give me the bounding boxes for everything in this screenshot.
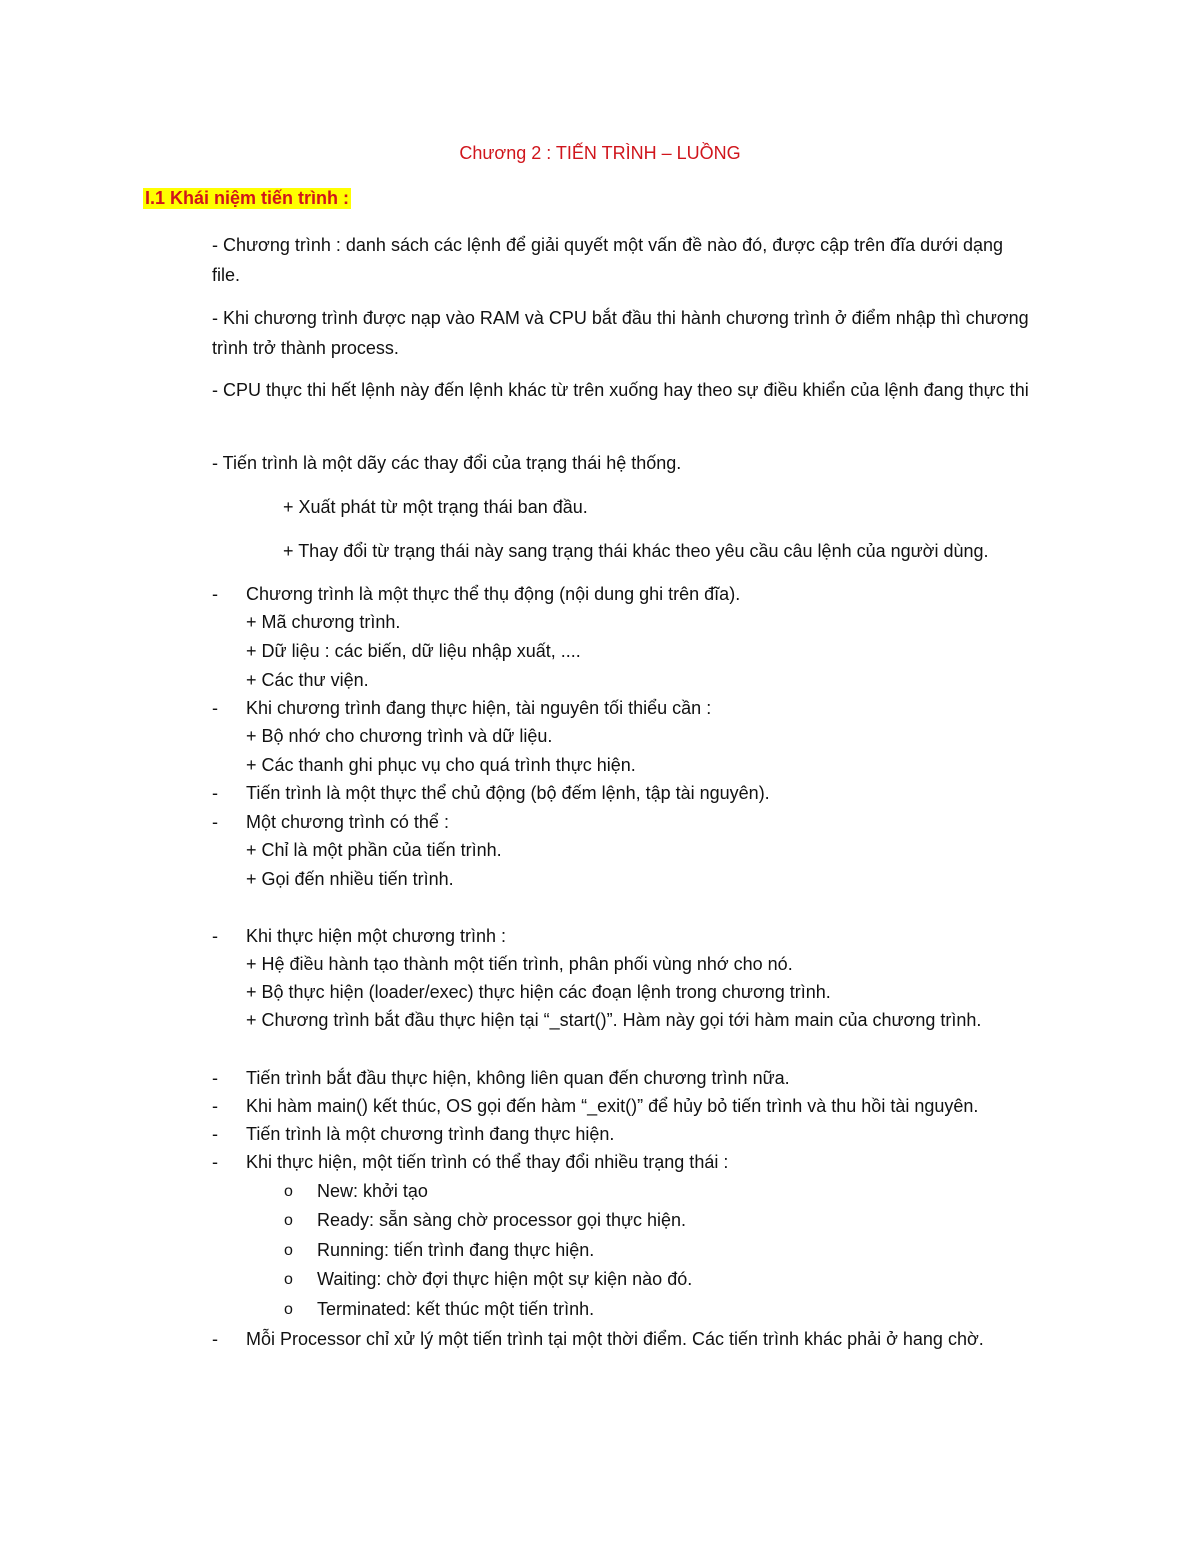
list-item: Chương trình là một thực thể thụ động (nội dung ghi trên đĩa). bbox=[246, 584, 741, 604]
list-subitem: + Các thư viện. bbox=[246, 670, 369, 690]
dash-marker: - bbox=[212, 926, 218, 946]
list-item: Tiến trình là một chương trình đang thực hiện. bbox=[246, 1124, 615, 1144]
list-item: Khi chương trình đang thực hiện, tài nguyên tối thiểu cần : bbox=[246, 698, 712, 718]
list-subitem: + Chương trình bắt đầu thực hiện tại “_start()”. Hàm này gọi tới hàm main của chương trình. bbox=[246, 1010, 982, 1030]
list-item: Một chương trình có thể : bbox=[246, 812, 449, 832]
document-title: Chương 2 : TIẾN TRÌNH – LUỒNG bbox=[459, 143, 741, 163]
dash-marker: - bbox=[212, 812, 218, 832]
dash-marker: - bbox=[212, 1124, 218, 1144]
bullet-marker: o bbox=[284, 1271, 293, 1288]
list-subitem: + Mã chương trình. bbox=[246, 612, 401, 632]
paragraph: - CPU thực thi hết lệnh này đến lệnh khác từ trên xuống hay theo sự điều khiển của lệnh đang thực thi bbox=[212, 380, 1029, 400]
bullet-marker: o bbox=[284, 1212, 293, 1229]
list-item: Khi thực hiện, một tiến trình có thể thay đổi nhiều trạng thái : bbox=[246, 1152, 729, 1172]
list-item: Tiến trình bắt đầu thực hiện, không liên quan đến chương trình nữa. bbox=[246, 1068, 790, 1088]
indented-line: + Xuất phát từ một trạng thái ban đầu. bbox=[283, 497, 588, 517]
list-subitem: + Chỉ là một phần của tiến trình. bbox=[246, 840, 502, 860]
dash-marker: - bbox=[212, 783, 218, 803]
dash-marker: - bbox=[212, 1096, 218, 1116]
state-item: Ready: sẵn sàng chờ processor gọi thực hiện. bbox=[317, 1210, 687, 1230]
list-subitem: + Bộ thực hiện (loader/exec) thực hiện các đoạn lệnh trong chương trình. bbox=[246, 982, 831, 1002]
list-subitem: + Gọi đến nhiều tiến trình. bbox=[246, 869, 454, 889]
list-subitem: + Dữ liệu : các biến, dữ liệu nhập xuất, .... bbox=[246, 641, 581, 661]
list-item: Khi thực hiện một chương trình : bbox=[246, 926, 507, 946]
state-item: Running: tiến trình đang thực hiện. bbox=[317, 1240, 595, 1260]
list-item: Tiến trình là một thực thể chủ động (bộ đếm lệnh, tập tài nguyên). bbox=[246, 783, 770, 803]
list-subitem: + Bộ nhớ cho chương trình và dữ liệu. bbox=[246, 726, 553, 746]
state-item: Terminated: kết thúc một tiến trình. bbox=[317, 1299, 595, 1319]
dash-marker: - bbox=[212, 1329, 218, 1349]
dash-marker: - bbox=[212, 584, 218, 604]
paragraph: - Chương trình : danh sách các lệnh để giải quyết một vấn đề nào đó, được cập trên đĩa dưới dạng file. bbox=[212, 235, 1004, 285]
dash-marker: - bbox=[212, 1152, 218, 1172]
dash-marker: - bbox=[212, 698, 218, 718]
bullet-marker: o bbox=[284, 1242, 293, 1259]
paragraph: - Khi chương trình được nạp vào RAM và CPU bắt đầu thi hành chương trình ở điểm nhập thì chương trình trở thành process. bbox=[212, 308, 1029, 358]
state-item: Waiting: chờ đợi thực hiện một sự kiện nào đó. bbox=[317, 1269, 693, 1289]
state-item: New: khởi tạo bbox=[317, 1181, 428, 1201]
dash-marker: - bbox=[212, 1068, 218, 1088]
list-item: Mỗi Processor chỉ xử lý một tiến trình tại một thời điểm. Các tiến trình khác phải ở hang chờ. bbox=[246, 1329, 984, 1349]
paragraph: - Tiến trình là một dãy các thay đổi của trạng thái hệ thống. bbox=[212, 453, 682, 473]
indented-line: + Thay đổi từ trạng thái này sang trạng thái khác theo yêu cầu câu lệnh của người dùng. bbox=[283, 541, 989, 561]
list-subitem: + Các thanh ghi phục vụ cho quá trình thực hiện. bbox=[246, 755, 636, 775]
list-subitem: + Hệ điều hành tạo thành một tiến trình, phân phối vùng nhớ cho nó. bbox=[246, 954, 793, 974]
list-item: Khi hàm main() kết thúc, OS gọi đến hàm “_exit()” để hủy bỏ tiến trình và thu hồi tài nguyên. bbox=[246, 1096, 979, 1116]
bullet-marker: o bbox=[284, 1301, 293, 1318]
bullet-marker: o bbox=[284, 1183, 293, 1200]
section-heading: I.1 Khái niệm tiến trình : bbox=[145, 188, 350, 208]
